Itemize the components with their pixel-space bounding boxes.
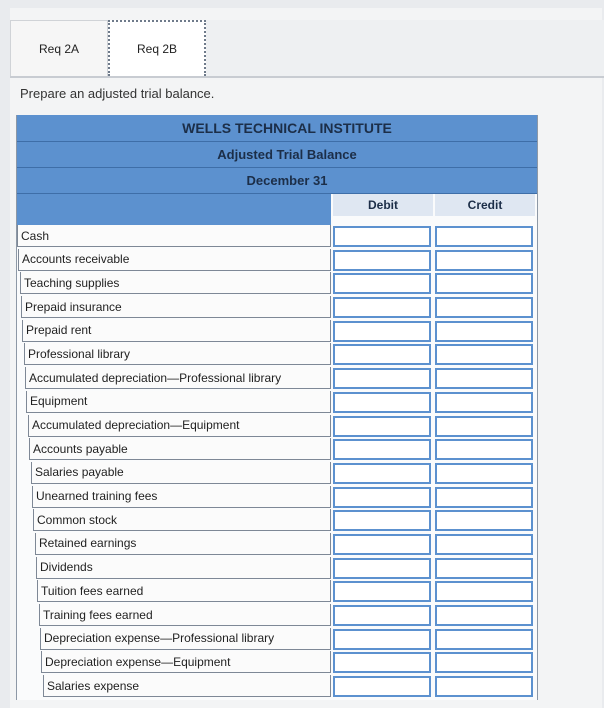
- account-name: Professional library: [24, 343, 331, 365]
- debit-column-header: Debit: [333, 194, 433, 216]
- credit-column-header: Credit: [435, 194, 535, 216]
- table-row: [17, 651, 537, 675]
- credit-input[interactable]: [435, 439, 533, 460]
- account-name: Accumulated depreciation—Professional library: [25, 367, 331, 389]
- debit-input[interactable]: [333, 439, 431, 460]
- credit-input[interactable]: [435, 487, 533, 508]
- credit-input[interactable]: [435, 368, 533, 389]
- table-row: [17, 391, 537, 415]
- credit-input[interactable]: [435, 605, 533, 626]
- table-row: [17, 462, 537, 486]
- credit-input[interactable]: [435, 344, 533, 365]
- account-name: Prepaid insurance: [21, 296, 331, 318]
- account-name: Salaries payable: [31, 462, 331, 484]
- credit-input[interactable]: [435, 629, 533, 650]
- credit-input[interactable]: [435, 676, 533, 697]
- column-header-spacer: [17, 194, 331, 229]
- debit-input[interactable]: [333, 368, 431, 389]
- debit-input[interactable]: [333, 581, 431, 602]
- debit-input[interactable]: [333, 463, 431, 484]
- account-name: Prepaid rent: [22, 320, 331, 342]
- table-row: [17, 604, 537, 628]
- table-row: [17, 533, 537, 557]
- debit-input[interactable]: [333, 321, 431, 342]
- account-name: Training fees earned: [39, 604, 331, 626]
- credit-input[interactable]: [435, 321, 533, 342]
- account-name: Retained earnings: [35, 533, 331, 555]
- debit-input[interactable]: [333, 416, 431, 437]
- credit-input[interactable]: [435, 297, 533, 318]
- account-name: Accounts receivable: [18, 249, 331, 271]
- debit-input[interactable]: [333, 558, 431, 579]
- credit-input[interactable]: [435, 226, 533, 247]
- table-row: [17, 557, 537, 581]
- table-row: [17, 249, 537, 273]
- debit-input[interactable]: [333, 273, 431, 294]
- tabs-spacer: [206, 20, 604, 76]
- table-row: [17, 367, 537, 391]
- credit-input[interactable]: [435, 510, 533, 531]
- company-name: WELLS TECHNICAL INSTITUTE: [17, 115, 537, 142]
- debit-input[interactable]: [333, 226, 431, 247]
- table-row: [17, 580, 537, 604]
- account-name: Equipment: [26, 391, 331, 413]
- table-row: [17, 675, 537, 699]
- credit-input[interactable]: [435, 416, 533, 437]
- credit-input[interactable]: [435, 581, 533, 602]
- instruction-text: Prepare an adjusted trial balance.: [20, 86, 215, 101]
- account-name: Dividends: [36, 557, 331, 579]
- debit-input[interactable]: [333, 510, 431, 531]
- debit-input[interactable]: [333, 534, 431, 555]
- trial-balance-worksheet: [16, 115, 538, 700]
- credit-input[interactable]: [435, 463, 533, 484]
- credit-input[interactable]: [435, 392, 533, 413]
- debit-input[interactable]: [333, 250, 431, 271]
- debit-input[interactable]: [333, 487, 431, 508]
- table-row: [17, 628, 537, 652]
- account-name: Accumulated depreciation—Equipment: [28, 415, 331, 437]
- report-title: Adjusted Trial Balance: [17, 142, 537, 168]
- table-row: [17, 296, 537, 320]
- credit-input[interactable]: [435, 558, 533, 579]
- table-row: [17, 225, 537, 249]
- account-name: Tuition fees earned: [37, 580, 331, 602]
- tab-req-2b[interactable]: Req 2B: [108, 20, 206, 76]
- tab-req-2a[interactable]: Req 2A: [10, 20, 108, 76]
- account-name: Cash: [17, 225, 331, 247]
- credit-input[interactable]: [435, 534, 533, 555]
- table-row: [17, 343, 537, 367]
- debit-input[interactable]: [333, 629, 431, 650]
- account-name: Accounts payable: [29, 438, 331, 460]
- account-name: Salaries expense: [43, 675, 331, 697]
- account-name: Teaching supplies: [20, 272, 331, 294]
- report-date: December 31: [17, 168, 537, 194]
- account-name: Common stock: [33, 509, 331, 531]
- table-row: [17, 438, 537, 462]
- account-name: Depreciation expense—Professional library: [40, 628, 331, 650]
- table-row: [17, 509, 537, 533]
- debit-input[interactable]: [333, 676, 431, 697]
- table-row: [17, 486, 537, 510]
- debit-input[interactable]: [333, 344, 431, 365]
- account-rows: [17, 225, 537, 699]
- credit-input[interactable]: [435, 273, 533, 294]
- debit-input[interactable]: [333, 297, 431, 318]
- account-name: Depreciation expense—Equipment: [41, 651, 331, 673]
- account-name: Unearned training fees: [32, 486, 331, 508]
- table-row: [17, 415, 537, 439]
- debit-input[interactable]: [333, 652, 431, 673]
- debit-input[interactable]: [333, 605, 431, 626]
- table-row: [17, 320, 537, 344]
- requirement-tabs: [10, 20, 604, 78]
- table-row: [17, 272, 537, 296]
- credit-input[interactable]: [435, 652, 533, 673]
- credit-input[interactable]: [435, 250, 533, 271]
- debit-input[interactable]: [333, 392, 431, 413]
